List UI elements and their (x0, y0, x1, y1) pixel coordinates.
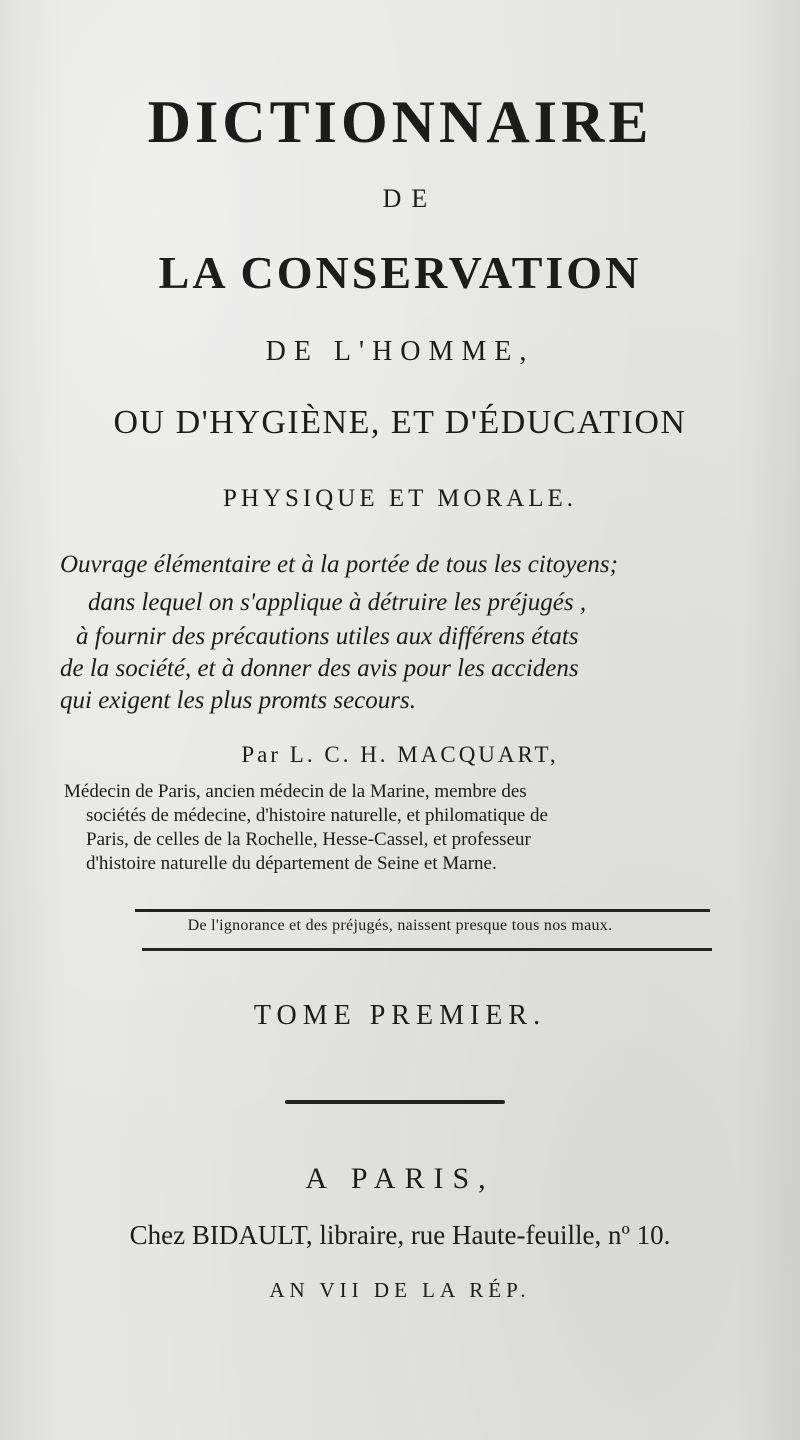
ornament-rule (285, 1100, 505, 1104)
lower-rule (142, 948, 712, 951)
title-conservation: LA CONSERVATION (158, 247, 642, 298)
description-line: de la société, et à donner des avis pour les accidens (60, 655, 579, 682)
imprint-city: A PARIS, (305, 1162, 495, 1195)
title-hygiene: OU D'HYGIÈNE, ET D'ÉDUCATION (113, 404, 687, 441)
volume-label: TOME PREMIER. (253, 1000, 547, 1031)
title-homme: DE L'HOMME, (265, 336, 535, 367)
description-line: Ouvrage élémentaire et à la portée de tous les citoyens; (60, 551, 618, 578)
author-credential-line: d'histoire naturelle du département de Seine et Marne. (86, 853, 497, 874)
epigraph: De l'ignorance et des préjugés, naissent presque tous nos maux. (187, 917, 613, 934)
author-credential-line: Médecin de Paris, ancien médecin de la Marine, membre des (64, 781, 527, 802)
upper-rule (135, 909, 710, 912)
description-line: qui exigent les plus promts secours. (60, 687, 416, 714)
title-de: DE (382, 184, 438, 213)
imprint-publisher: Chez BIDAULT, libraire, rue Haute-feuille, nº 10. (129, 1220, 671, 1250)
description-line: à fournir des précautions utiles aux différens états (76, 623, 579, 650)
imprint-date: AN VII DE LA RÉP. (269, 1278, 531, 1302)
author-byline: Par L. C. H. MACQUART, (241, 742, 559, 767)
book-title: DICTIONNAIRE (147, 89, 653, 155)
author-credential-line: Paris, de celles de la Rochelle, Hesse-Cassel, et professeur (86, 829, 531, 850)
author-credential-line: sociétés de médecine, d'histoire naturelle, et philomatique de (86, 805, 548, 826)
description-line: dans lequel on s'applique à détruire les préjugés , (88, 589, 587, 616)
title-physique: PHYSIQUE ET MORALE. (222, 485, 577, 512)
